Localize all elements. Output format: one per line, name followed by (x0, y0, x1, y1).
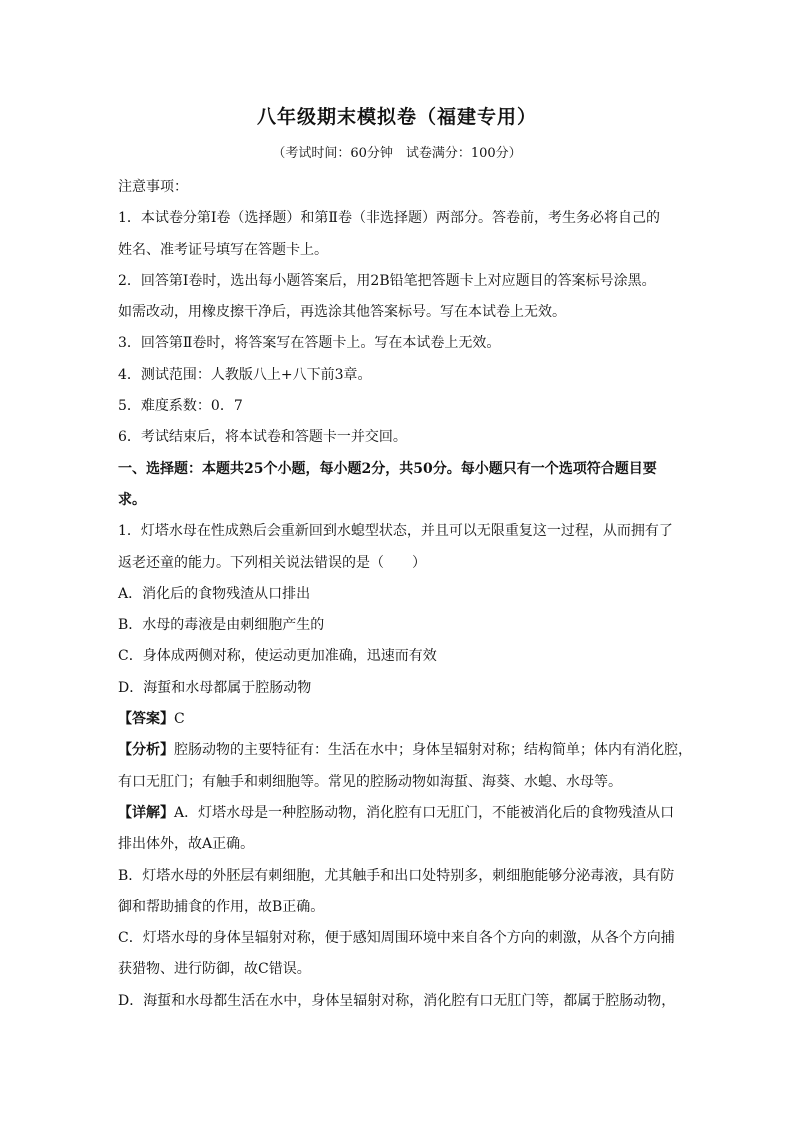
question-1-stem-line-1: 1．灯塔水母在性成熟后会重新回到水螅型状态，并且可以无限重复这一过程，从而拥有了 (118, 523, 673, 540)
detail-label: 【详解】 (118, 804, 174, 821)
note-1-line-2: 姓名、准考证号填写在答题卡上。 (118, 241, 328, 258)
analysis-text-1: 腔肠动物的主要特征有：生活在水中；身体呈辐射对称；结构简单；体内有消化腔， (174, 742, 692, 759)
note-5: 5．难度系数：0．7 (118, 398, 243, 415)
analysis-label: 【分析】 (118, 742, 174, 759)
detail-a-line-2: 排出体外，故A正确。 (118, 836, 255, 853)
exam-info: （考试时间：60分钟 试卷满分：100分） (272, 146, 522, 161)
detail-d-line-1: D．海蜇和水母都生活在水中，身体呈辐射对称，消化腔有口无肛门等，都属于腔肠动物， (118, 992, 676, 1009)
note-4: 4．测试范围：人教版八上+八下前3章。 (118, 366, 372, 383)
question-1-stem-line-2: 返老还童的能力。下列相关说法错误的是（ ） (118, 554, 426, 571)
question-1-option-b: B．水母的毒液是由刺细胞产生的 (118, 617, 325, 634)
question-1-option-c: C．身体成两侧对称，使运动更加准确，迅速而有效 (118, 648, 437, 665)
answer-line (118, 704, 688, 735)
detail-c-line-1: C．灯塔水母的身体呈辐射对称，便于感知周围环境中来自各个方向的刺激，从各个方向捕 (118, 930, 675, 947)
question-1-option-a: A．消化后的食物残渣从口排出 (118, 585, 311, 602)
analysis-line-2: 有口无肛门；有触手和刺细胞等。常见的腔肠动物如海蜇、海葵、水螅、水母等。 (118, 773, 622, 790)
notes-heading: 注意事项： (118, 179, 188, 195)
page-title: 八年级期末模拟卷（福建专用） (256, 106, 537, 128)
section-1-heading-line-2: 求。 (118, 491, 146, 508)
detail-b-line-2: 御和帮助捕食的作用，故B正确。 (118, 898, 325, 915)
detail-b-line-1: B．灯塔水母的外胚层有刺细胞，尤其触手和出口处特别多，刺细胞能够分泌毒液，具有防 (118, 867, 675, 884)
exam-body (118, 172, 692, 1017)
answer-label: 【答案】 (118, 711, 174, 728)
detail-a-line-1 (118, 798, 688, 829)
note-6: 6．考试结束后，将本试卷和答题卡一并交回。 (118, 429, 407, 446)
detail-a-text-1: A．灯塔水母是一种腔肠动物，消化腔有口无肛门，不能被消化后的食物残渣从口 (174, 804, 675, 821)
section-1-heading-line-1: 一、选择题：本题共25个小题，每小题2分，共50分。每小题只有一个选项符合题目要 (118, 460, 657, 477)
detail-c-line-2: 获猎物、进行防御，故C错误。 (118, 961, 311, 978)
note-3: 3．回答第Ⅱ卷时，将答案写在答题卡上。写在本试卷上无效。 (118, 335, 501, 352)
note-1-line-1: 1．本试卷分第Ⅰ卷（选择题）和第Ⅱ卷（非选择题）两部分。答卷前，考生务必将自己的 (118, 210, 660, 227)
analysis-line-1 (118, 735, 692, 766)
question-1-option-d: D．海蜇和水母都属于腔肠动物 (118, 679, 312, 696)
answer-value: C (174, 711, 185, 728)
note-2-line-1: 2．回答第Ⅰ卷时，选出每小题答案后，用2B铅笔把答题卡上对应题目的答案标号涂黑。 (118, 272, 656, 289)
note-2-line-2: 如需改动，用橡皮擦干净后，再选涂其他答案标号。写在本试卷上无效。 (118, 304, 566, 321)
